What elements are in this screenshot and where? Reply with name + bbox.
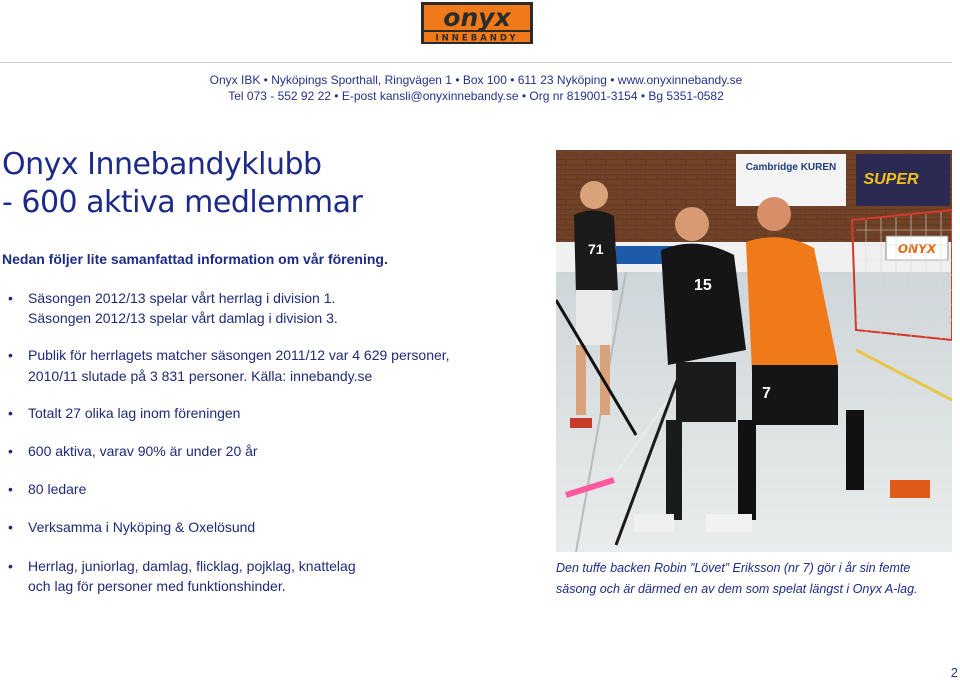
photo-banner-right: SUPER <box>863 171 919 188</box>
bullet-line: 80 ledare <box>28 481 87 497</box>
page-title <box>2 146 522 222</box>
bullet-line: Säsongen 2012/13 spelar vårt damlag i division 3. <box>28 310 338 326</box>
contact-block <box>0 72 952 104</box>
photo-jersey-number: 7 <box>762 385 771 402</box>
onyx-innebandy-logo <box>421 2 533 44</box>
floorball-match-photo <box>556 150 952 552</box>
logo-name: onyx <box>443 3 511 32</box>
bullet-dot: • <box>8 443 13 459</box>
lead-text: Nedan följer lite samanfattad information om vår förening. <box>2 251 388 267</box>
bullet-line: Publik för herrlagets matcher säsongen 2011/12 var 4 629 personer, <box>28 347 450 363</box>
bullet-dot: • <box>8 347 13 363</box>
bullet-line: 2010/11 slutade på 3 831 personer. Källa: innebandy.se <box>28 368 373 384</box>
header-divider <box>0 62 952 63</box>
bullet-line: och lag för personer med funktionshinder. <box>28 578 286 594</box>
bullet-dot: • <box>8 405 13 421</box>
bullet-line: Totalt 27 olika lag inom föreningen <box>28 405 241 421</box>
title-line-1: Onyx Innebandyklubb <box>2 147 322 182</box>
bullet-line: Säsongen 2012/13 spelar vårt herrlag i division 1. <box>28 290 336 306</box>
caption-line-1: Den tuffe backen Robin ”Lövet” Eriksson (nr 7) gör i år sin femte <box>556 561 911 575</box>
bullet-dot: • <box>8 558 13 574</box>
photo-caption <box>556 558 952 600</box>
logo-sub: INNEBANDY <box>435 33 519 44</box>
page-number: 2 <box>950 665 958 680</box>
caption-line-2: säsong och är därmed en av dem som spelat längst i Onyx A-lag. <box>556 582 918 596</box>
bullet-line: Herrlag, juniorlag, damlag, flicklag, pojklag, knattelag <box>28 558 356 574</box>
bullet-dot: • <box>8 481 13 497</box>
photo-banner-left: Cambridge KUREN <box>745 162 837 173</box>
photo-board-logo: ONYX <box>897 242 937 256</box>
contact-line-1: Onyx IBK • Nyköpings Sporthall, Ringvägen 1 • Box 100 • 611 23 Nyköping • www.onyxinnebandy.se <box>209 73 743 87</box>
bullet-dot: • <box>8 290 13 306</box>
title-line-2: - 600 aktiva medlemmar <box>2 185 363 220</box>
photo-jersey-number: 15 <box>694 277 712 294</box>
bullet-line: Verksamma i Nyköping & Oxelösund <box>28 519 256 535</box>
photo-jersey-number: 71 <box>588 241 604 257</box>
contact-line-2: Tel 073 - 552 92 22 • E-post kansli@onyxinnebandy.se • Org nr 819001-3154 • Bg 5351-0582 <box>228 89 724 103</box>
bullet-dot: • <box>8 519 13 535</box>
bullet-line: 600 aktiva, varav 90% är under 20 år <box>28 443 258 459</box>
